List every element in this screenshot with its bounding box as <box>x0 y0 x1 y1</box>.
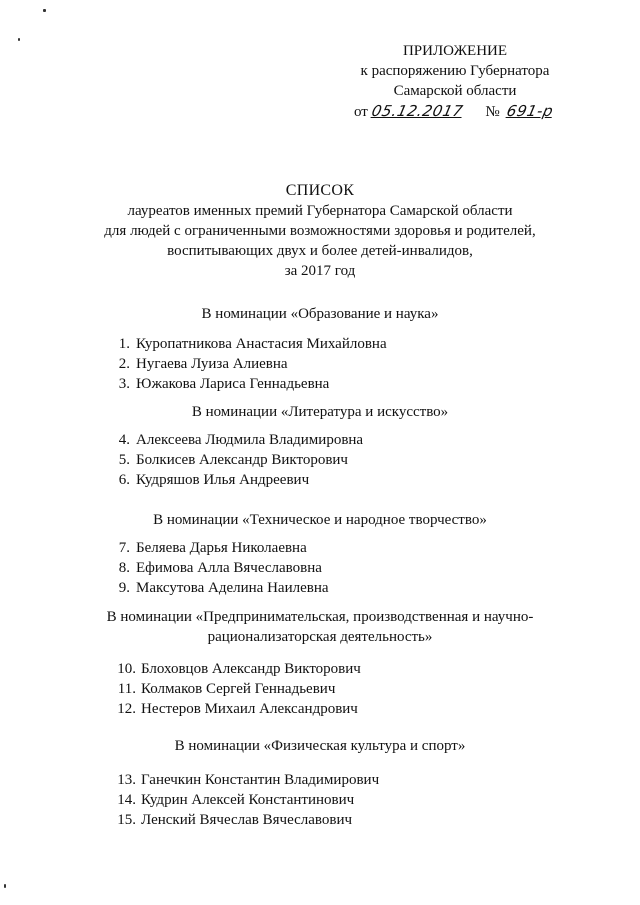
from-label: от <box>354 104 368 120</box>
list-item: 14. Кудрин Алексей Константинович <box>117 792 355 808</box>
list-item: 6. Кудряшов Илья Андреевич <box>118 472 310 488</box>
scan-speck <box>43 9 46 12</box>
nomination-heading: В номинации «Образование и наука» <box>201 306 439 322</box>
number-label: № <box>485 104 500 120</box>
list-item: 2. Нугаева Луиза Алиевна <box>118 356 288 372</box>
title-line-2: для людей с ограниченными возможностями здоровья и родителей, <box>104 223 536 239</box>
scan-speck <box>4 884 6 888</box>
list-item: 8. Ефимова Алла Вячеславовна <box>118 560 322 576</box>
list-item: 7. Беляева Дарья Николаевна <box>118 540 307 556</box>
handwritten-date: 05.12.2017 <box>369 102 465 120</box>
list-item: 10. Блоховцов Александр Викторович <box>117 661 361 677</box>
title-line-1: лауреатов именных премий Губернатора Самарской области <box>127 203 513 219</box>
laureate-list <box>108 538 329 598</box>
appendix-reference <box>330 101 580 122</box>
list-item: 12. Нестеров Михаил Александрович <box>117 701 358 717</box>
list-item: 9. Максутова Аделина Наилевна <box>118 580 329 596</box>
list-item: 3. Южакова Лариса Геннадьевна <box>118 376 330 392</box>
appendix-line-2: Самарской области <box>393 83 517 99</box>
title-line-4: за 2017 год <box>284 263 356 279</box>
scan-speck <box>18 38 20 41</box>
list-item: 15. Ленский Вячеслав Вячеславович <box>117 812 353 828</box>
nomination-heading: В номинации «Физическая культура и спорт» <box>174 738 466 754</box>
appendix-heading: ПРИЛОЖЕНИЕ <box>402 43 508 59</box>
laureate-list <box>108 430 363 490</box>
list-item: 4. Алексеева Людмила Владимировна <box>118 432 364 448</box>
appendix-line-1: к распоряжению Губернатора <box>360 63 550 79</box>
nomination-heading: В номинации «Литература и искусство» <box>191 404 449 420</box>
appendix-header <box>330 41 580 122</box>
list-item: 13. Ганечкин Константин Владимирович <box>117 772 380 788</box>
document-title <box>60 181 580 281</box>
laureate-list <box>108 334 387 394</box>
nomination-heading: В номинации «Предпринимательская, производственная и научно- рационализаторская деятельность» <box>106 609 534 645</box>
laureate-list <box>112 770 379 830</box>
list-item: 5. Болкисев Александр Викторович <box>118 452 348 468</box>
list-item: 1. Куропатникова Анастасия Михайловна <box>118 336 387 352</box>
title-main: СПИСОК <box>285 182 355 199</box>
list-item: 11. Колмаков Сергей Геннадьевич <box>117 681 336 697</box>
laureate-list <box>112 659 361 719</box>
title-line-3: воспитывающих двух и более детей-инвалидов, <box>167 243 473 259</box>
handwritten-number: 691-р <box>505 102 556 120</box>
nomination-heading: В номинации «Техническое и народное творчество» <box>153 512 487 528</box>
